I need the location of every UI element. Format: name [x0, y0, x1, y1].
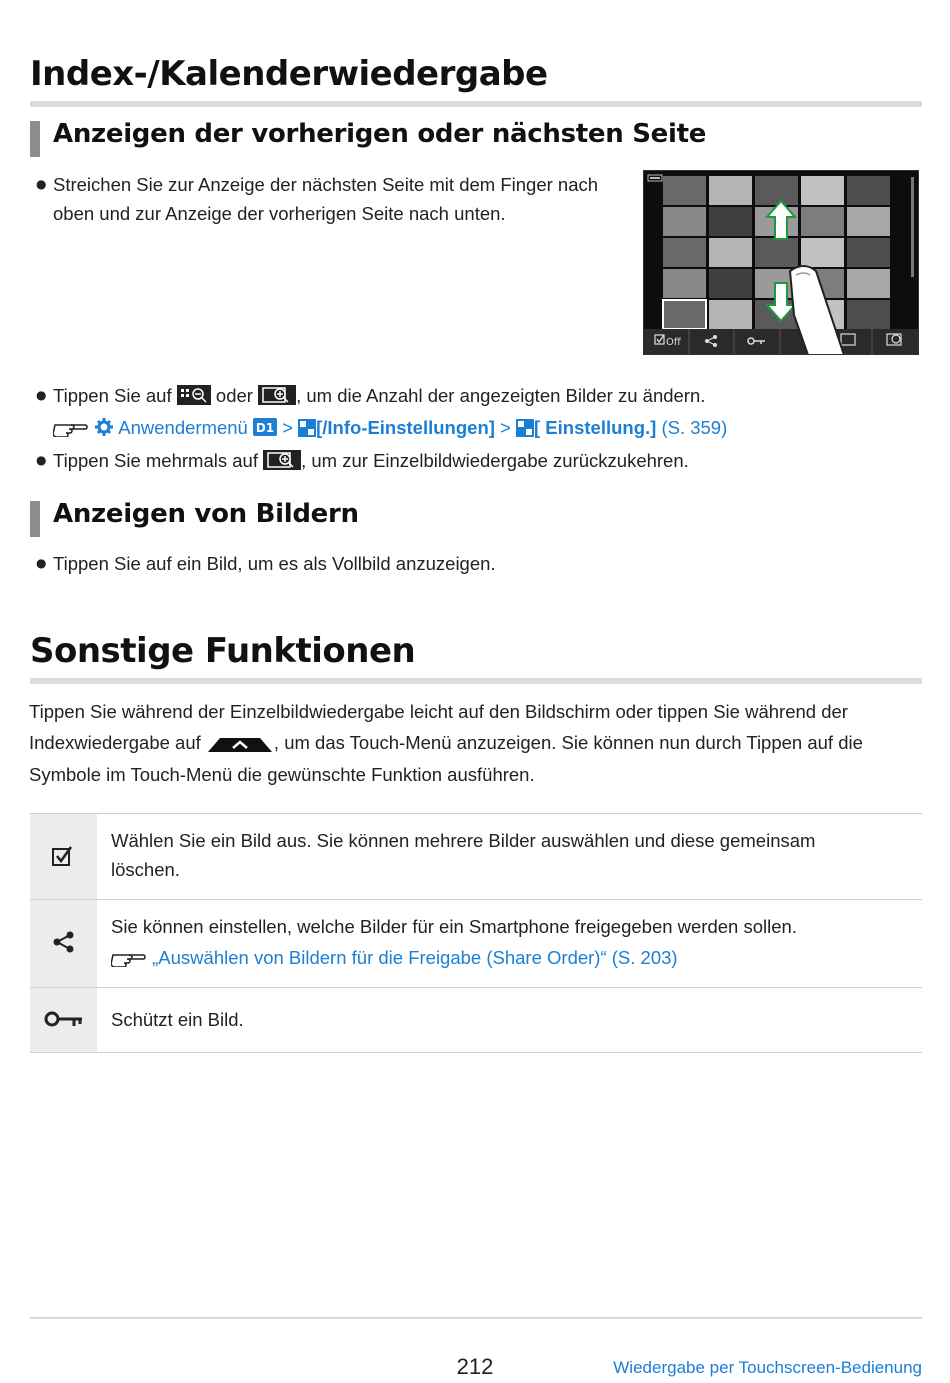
share-order-reference-link[interactable]: „Auswählen von Bildern für die Freigabe (Share Order)“ (S. 203)	[152, 947, 678, 968]
thumbnail	[663, 176, 706, 205]
title-rule	[30, 101, 922, 107]
thumbnail	[847, 269, 890, 298]
bullet-text-mid: oder	[215, 385, 253, 406]
function-table-row	[30, 899, 922, 988]
section-heading-view-images: Anzeigen von Bildern	[53, 499, 359, 529]
page-number: 212	[456, 1354, 494, 1379]
page-reference-link[interactable]: (S. 359)	[661, 417, 728, 438]
index-grid-image	[644, 171, 918, 354]
thumbnail	[847, 300, 890, 329]
function-table-row	[30, 813, 922, 900]
table-reference-line	[111, 943, 911, 975]
d1-tab-icon	[253, 416, 277, 445]
intro-text-post: , um das Touch-Menü anzuzeigen. Sie können nun durch Tippen auf die	[273, 732, 863, 753]
heading-marker	[30, 121, 40, 157]
footer-rule	[30, 1317, 922, 1319]
info-settings-link[interactable]	[298, 417, 495, 438]
thumbnail	[755, 176, 798, 205]
heading-marker	[30, 501, 40, 537]
ref-separator: >	[282, 417, 293, 438]
bullet-dot: ●	[36, 453, 47, 467]
index-grid-icon	[516, 416, 534, 445]
function-table-row	[30, 987, 922, 1053]
intro-text-pre: Indexwiedergabe auf	[29, 732, 201, 753]
single-frame-display-icon	[263, 449, 301, 478]
bullet-dot: ●	[36, 556, 47, 570]
intro-line-1: Tippen Sie während der Einzelbildwiedergabe leicht auf den Bildschirm oder tippen Sie während der	[29, 701, 848, 722]
bullet-tap-image-text: Tippen Sie auf ein Bild, um es als Vollbild anzuzeigen.	[53, 553, 496, 574]
index-display-icon	[177, 384, 211, 413]
table-text-line: löschen.	[111, 859, 180, 880]
info-settings-label: [/Info-Einstellungen]	[316, 417, 495, 438]
index-grid-icon	[298, 416, 316, 445]
share-icon	[52, 930, 76, 954]
thumbnail	[663, 207, 706, 236]
thumbnail	[709, 207, 752, 236]
thumbnail	[755, 238, 798, 267]
thumbnail	[709, 238, 752, 267]
title-rule	[30, 678, 922, 684]
bullet-swipe-text: Streichen Sie zur Anzeige der nächsten Seite mit dem Finger nach oben und zur Anzeige der vorherigen Seite nach unten.	[53, 174, 599, 224]
bullet-text-post: , um die Anzahl der angezeigten Bilder zu ändern.	[296, 385, 706, 406]
thumbnail	[709, 176, 752, 205]
thumbnail	[801, 207, 844, 236]
menu-reference-line	[53, 413, 727, 445]
key-icon	[44, 1008, 84, 1030]
index-settings-label: [ Einstellung.]	[534, 417, 657, 438]
thumbnail	[847, 238, 890, 267]
table-text-cell	[111, 826, 911, 884]
table-text-line: Wählen Sie ein Bild aus. Sie können mehrere Bilder auswählen und diese gemeinsam	[111, 830, 816, 851]
thumbnail	[801, 238, 844, 267]
camera-index-screen-illustration	[643, 170, 919, 355]
checkbox-icon	[51, 845, 75, 869]
thumbnail	[663, 300, 706, 329]
bullet-text-pre: Tippen Sie auf	[53, 385, 172, 406]
thumbnail	[801, 176, 844, 205]
thumbnail	[663, 269, 706, 298]
intro-paragraph	[29, 697, 921, 789]
page-title: Index-/Kalenderwiedergabe	[30, 54, 548, 94]
reference-hand-icon	[53, 416, 89, 445]
touch-menu-tab-icon	[206, 731, 274, 760]
thumbnail	[663, 238, 706, 267]
custom-menu-link[interactable]: Anwendermenü	[118, 417, 248, 438]
intro-line-3: Symbole im Touch-Menü die gewünschte Funktion ausführen.	[29, 764, 535, 785]
bullet-return-text	[53, 446, 689, 478]
bullet-text-post: , um zur Einzelbildwiedergabe zurückzukehren.	[301, 450, 689, 471]
reference-hand-icon	[111, 946, 147, 975]
table-text-line: Sie können einstellen, welche Bilder für ein Smartphone freigegeben werden sollen.	[111, 916, 797, 937]
table-icon-cell	[30, 814, 97, 900]
bullet-dot: ●	[36, 177, 47, 191]
thumbnail	[847, 207, 890, 236]
thumbnail	[709, 300, 752, 329]
section-title-other-functions: Sonstige Funktionen	[30, 631, 416, 671]
intro-line-2	[29, 728, 921, 760]
table-icon-cell	[30, 900, 97, 988]
bullet-index-count-text	[53, 381, 913, 413]
svg-text:D1: D1	[255, 421, 275, 435]
bullet-dot: ●	[36, 388, 47, 402]
table-icon-cell	[30, 988, 97, 1052]
section-heading-page-navigation: Anzeigen der vorherigen oder nächsten Seite	[53, 119, 707, 149]
ref-separator: >	[500, 417, 511, 438]
gear-icon	[94, 416, 114, 445]
off-label: Off	[666, 337, 681, 348]
single-frame-display-icon	[258, 384, 296, 413]
footer-section-link[interactable]: Wiedergabe per Touchscreen-Bedienung	[613, 1358, 922, 1377]
thumbnail	[709, 269, 752, 298]
thumbnail	[847, 176, 890, 205]
table-text-cell	[111, 912, 911, 975]
bullet-text-pre: Tippen Sie mehrmals auf	[53, 450, 258, 471]
index-settings-link[interactable]	[516, 417, 656, 438]
table-text-cell: Schützt ein Bild.	[111, 1009, 244, 1030]
